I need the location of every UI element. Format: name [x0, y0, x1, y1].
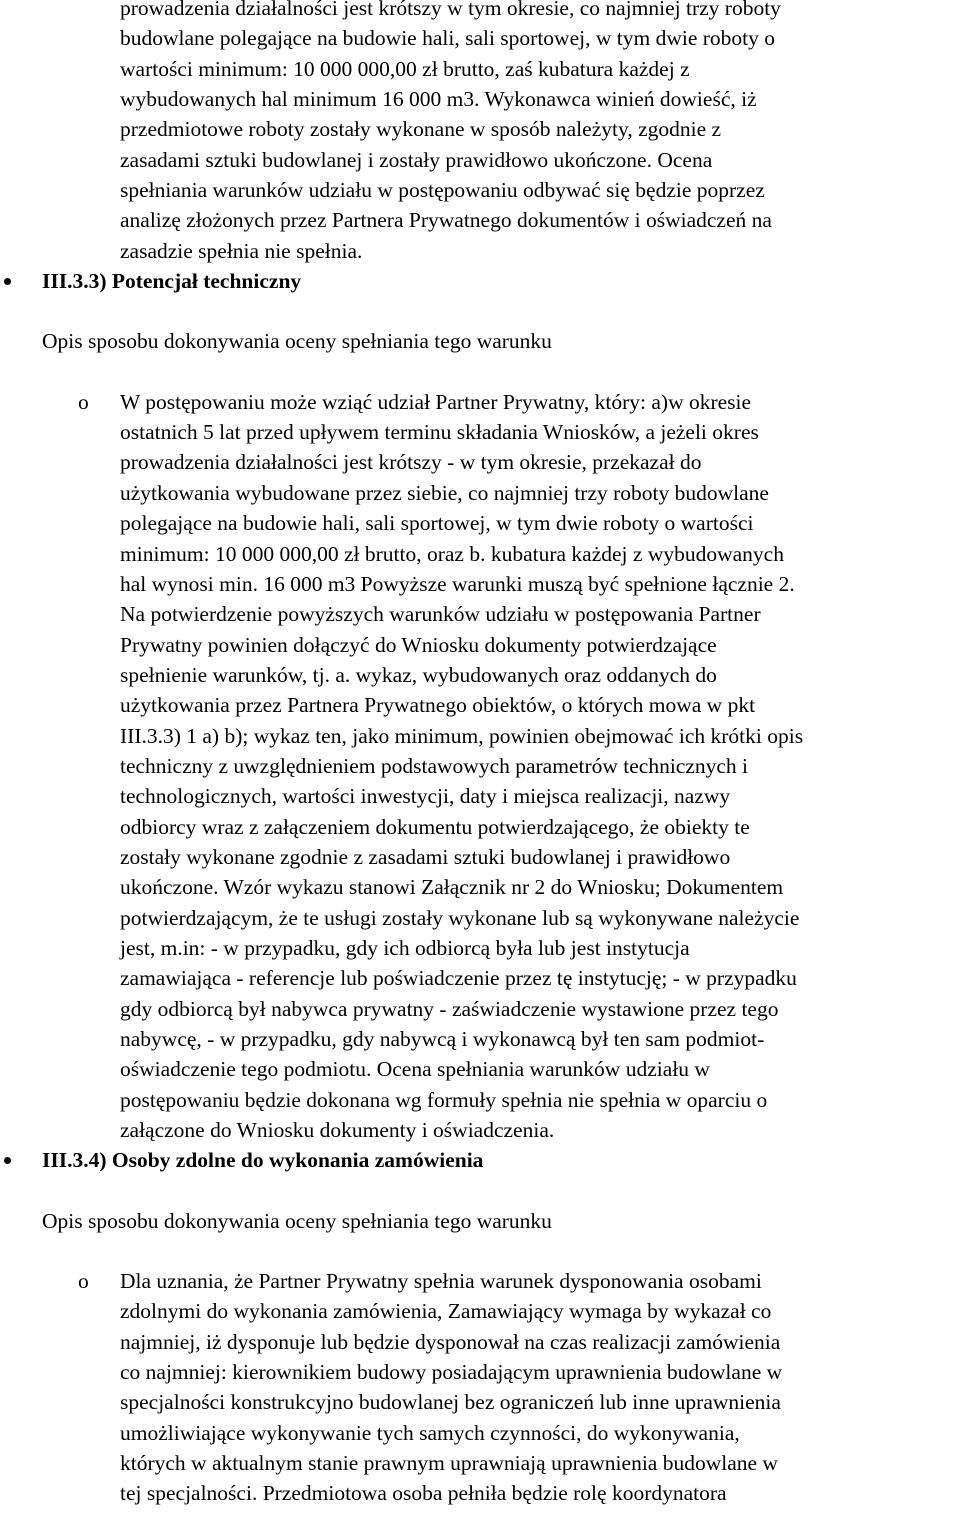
- bullet-icon: [4, 278, 11, 285]
- text-line: W postępowaniu może wziąć udział Partner Prywatny, który: a)w okresie: [120, 389, 752, 414]
- text-line: ostatnich 5 lat przed upływem terminu składania Wniosków, a jeżeli okres: [120, 420, 759, 445]
- text-line: odbiorcy wraz z załączeniem dokumentu potwierdzającego, że obiekty te: [120, 814, 750, 839]
- text-line: Dla uznania, że Partner Prywatny spełnia warunek dysponowania osobami: [120, 1269, 762, 1294]
- text-line: oświadczenie tego podmiotu. Ocena spełniania warunków udziału w: [120, 1057, 710, 1082]
- list-item-text: [120, 1266, 942, 1509]
- section-potencjal-techniczny: [0, 266, 960, 296]
- list-item-text: [120, 387, 942, 1146]
- list-marker: o: [78, 1269, 89, 1294]
- section-heading: III.3.3) Potencjał techniczny: [42, 269, 302, 294]
- text-line: III.3.3) 1 a) b); wykaz ten, jako minimum, powinien obejmować ich krótki opis: [120, 723, 804, 748]
- section-osoby-zdolne: [0, 1145, 960, 1175]
- text-line: zasadzie spełnia nie spełnia.: [120, 238, 363, 263]
- list-marker: o: [78, 389, 89, 414]
- text-line: spełniania warunków udziału w postępowaniu odbywać się będzie poprzez: [120, 178, 765, 203]
- text-line: ukończone. Wzór wykazu stanowi Załącznik nr 2 do Wniosku; Dokumentem: [120, 875, 784, 900]
- text-line: techniczny z uwzględnieniem podstawowych parametrów technicznych i: [120, 753, 749, 778]
- text-line: wybudowanych hal minimum 16 000 m3. Wykonawca winień dowieść, iż: [120, 87, 757, 112]
- section-heading: III.3.4) Osoby zdolne do wykonania zamówienia: [42, 1148, 484, 1173]
- text-line: użytkowania wybudowane przez siebie, co najmniej trzy roboty budowlane: [120, 480, 769, 505]
- section-subheading: Opis sposobu dokonywania oceny spełniania tego warunku: [42, 1208, 552, 1233]
- list-item: [78, 1266, 942, 1509]
- text-line: minimum: 10 000 000,00 zł brutto, oraz b. kubatura każdej z wybudowanych: [120, 541, 784, 566]
- text-line: specjalności konstrukcyjno budowlanej bez ograniczeń lub inne uprawnienia: [120, 1390, 781, 1415]
- text-line: jest, m.in: - w przypadku, gdy ich odbiorcą była lub jest instytucja: [120, 935, 690, 960]
- text-line: hal wynosi min. 16 000 m3 Powyższe warunki muszą być spełnione łącznie 2.: [120, 571, 795, 596]
- text-line: przedmiotowe roboty zostały wykonane w sposób należyty, zgodnie z: [120, 117, 722, 142]
- intro-paragraph: [120, 0, 938, 266]
- text-line: analizę złożonych przez Partnera Prywatnego dokumentów i oświadczeń na: [120, 208, 772, 233]
- text-line: najmniej, iż dysponuje lub będzie dysponował na czas realizacji zamówienia: [120, 1329, 781, 1354]
- text-line: co najmniej: kierownikiem budowy posiadającym uprawnienia budowlane w: [120, 1360, 783, 1385]
- text-line: gdy odbiorcą był nabywca prywatny - zaświadczenie wystawione przez tego: [120, 996, 779, 1021]
- text-line: zamawiająca - referencje lub poświadczenie przez tę instytucję; - w przypadku: [120, 966, 797, 991]
- text-line: wartości minimum: 10 000 000,00 zł brutto, zaś kubatura każdej z: [120, 56, 690, 81]
- text-line: Na potwierdzenie powyższych warunków udziału w postępowania Partner: [120, 602, 761, 627]
- text-line: polegające na budowie hali, sali sportowej, w tym dwie roboty o wartości: [120, 511, 754, 536]
- text-line: zasadami sztuki budowlanej i zostały prawidłowo ukończone. Ocena: [120, 147, 713, 172]
- text-line: użytkowania przez Partnera Prywatnego obiektów, o których mowa w pkt: [120, 693, 756, 718]
- text-line: nabywcę, - w przypadku, gdy nabywcą i wykonawcą był ten sam podmiot-: [120, 1027, 765, 1051]
- text-line: zostały wykonane zgodnie z zasadami sztuki budowlanej i prawidłowo: [120, 844, 731, 869]
- text-line: prowadzenia działalności jest krótszy w tym okresie, co najmniej trzy roboty: [120, 0, 781, 20]
- text-line: których w aktualnym stanie prawnym uprawniają uprawnienia budowlane w: [120, 1451, 778, 1476]
- text-line: potwierdzającym, że te usługi zostały wykonane lub są wykonywane należycie: [120, 905, 800, 930]
- text-line: Prywatny powinien dołączyć do Wniosku dokumenty potwierdzające: [120, 632, 717, 657]
- text-line: załączone do Wniosku dokumenty i oświadczenia.: [120, 1118, 555, 1143]
- text-line: technologicznych, wartości inwestycji, daty i miejsca realizacji, nazwy: [120, 784, 731, 809]
- bullet-icon: [4, 1157, 11, 1164]
- section-subheading: Opis sposobu dokonywania oceny spełniania tego warunku: [42, 329, 552, 354]
- text-line: prowadzenia działalności jest krótszy - w tym okresie, przekazał do: [120, 450, 702, 475]
- text-line: spełnienie warunków, tj. a. wykaz, wybudowanych oraz oddanych do: [120, 662, 717, 687]
- text-line: zdolnymi do wykonania zamówienia, Zamawiający wymaga by wykazał co: [120, 1299, 772, 1324]
- text-line: tej specjalności. Przedmiotowa osoba pełniła będzie rolę koordynatora: [120, 1481, 727, 1506]
- text-line: budowlane polegające na budowie hali, sali sportowej, w tym dwie roboty o: [120, 26, 775, 51]
- text-line: postępowaniu będzie dokonana wg formuły spełnia nie spełnia w oparciu o: [120, 1087, 768, 1112]
- text-line: umożliwiające wykonywanie tych samych czynności, do wykonywania,: [120, 1420, 740, 1445]
- list-item: [78, 387, 942, 1146]
